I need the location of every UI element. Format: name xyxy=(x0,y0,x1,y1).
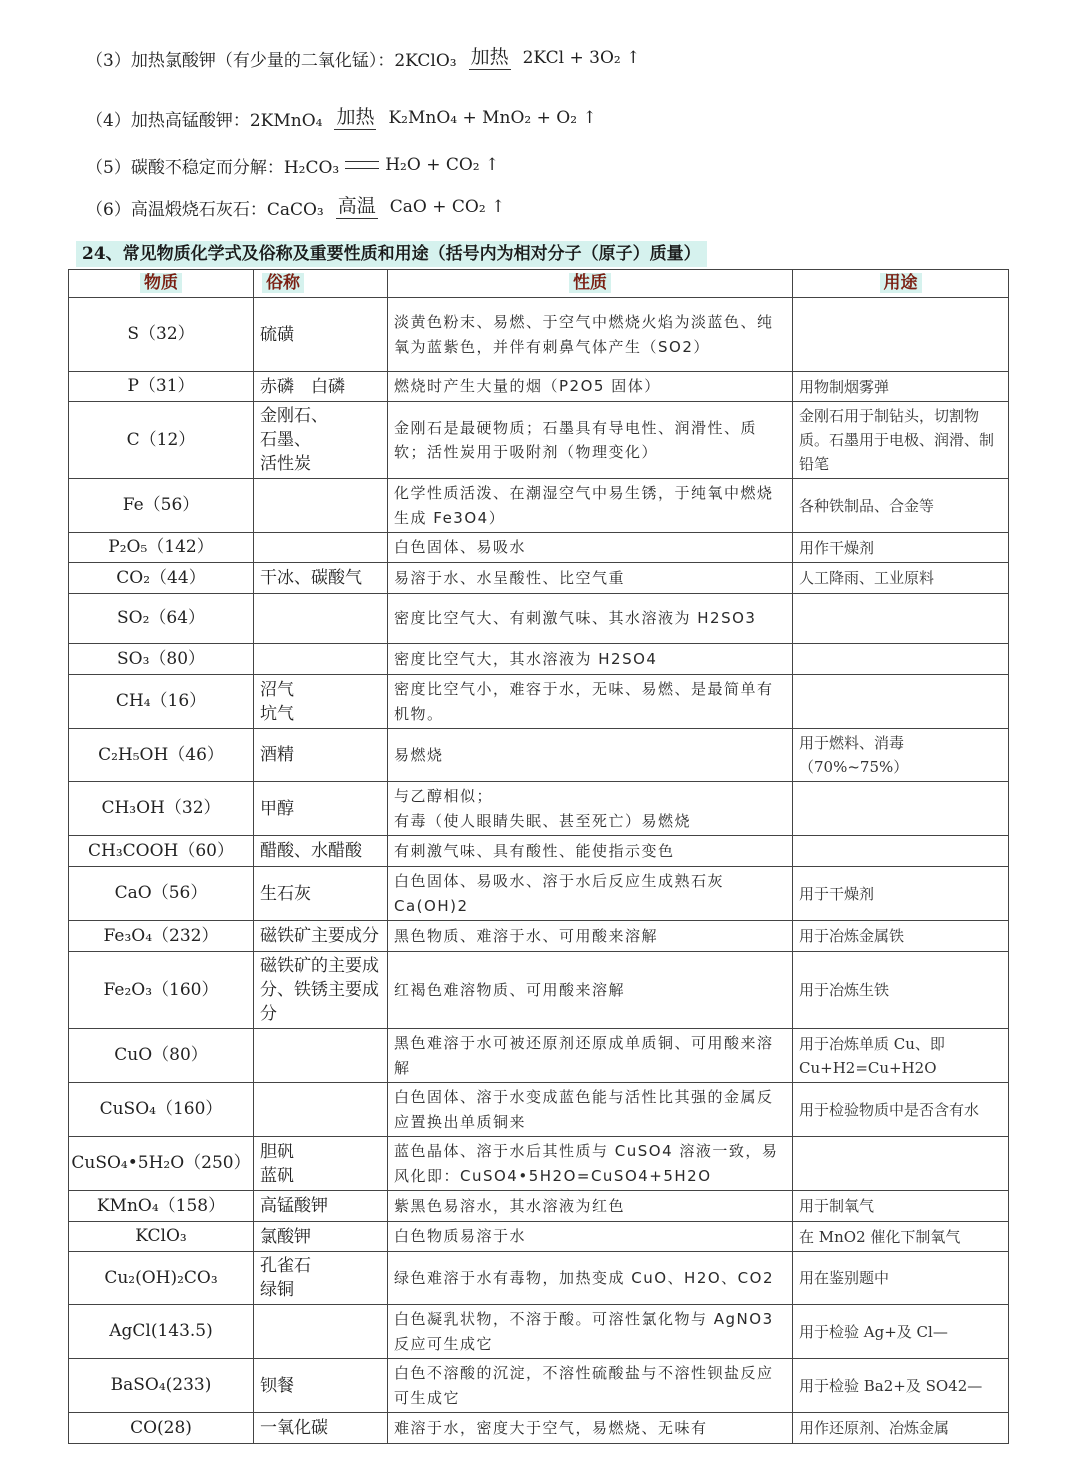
cell-properties: 紫黑色易溶水，其水溶液为红色 xyxy=(388,1191,793,1222)
table-row xyxy=(69,1137,1009,1191)
cell-properties: 难溶于水，密度大于空气，易燃烧、无味有 xyxy=(388,1413,793,1444)
table-row xyxy=(69,479,1009,533)
header-common-name: 俗称 xyxy=(254,270,388,298)
cell-substance: CaO（56） xyxy=(69,867,254,921)
table-row xyxy=(69,675,1009,729)
equation-lhs: 加热高锰酸钾：2KMnO₄ xyxy=(130,110,323,131)
equation-5 xyxy=(86,148,499,182)
cell-common-name: 一氧化碳 xyxy=(254,1413,388,1444)
equation-rhs: K₂MnO₄ + MnO₂ + O₂ ↑ xyxy=(388,108,597,128)
cell-properties: 易燃烧 xyxy=(388,729,793,782)
cell-uses: 用于检验 Ag+及 Cl— xyxy=(793,1305,1009,1359)
table-row xyxy=(69,836,1009,867)
cell-uses: 人工降雨、工业原料 xyxy=(793,563,1009,594)
equation-3 xyxy=(86,41,640,75)
cell-properties: 有刺激气味、具有酸性、能使指示变色 xyxy=(388,836,793,867)
table-row xyxy=(69,1252,1009,1305)
cell-uses xyxy=(793,298,1009,372)
cell-properties: 蓝色晶体、溶于水后其性质与 CuSO4 溶液一致，易风化即：CuSO4•5H2O=CuSO4+5H2O xyxy=(388,1137,793,1191)
table-body xyxy=(69,298,1009,1444)
cell-uses: 各种铁制品、合金等 xyxy=(793,479,1009,533)
cell-substance: SO₂（64） xyxy=(69,594,254,644)
table-row xyxy=(69,1191,1009,1222)
cell-substance: CuO（80） xyxy=(69,1029,254,1083)
cell-common-name xyxy=(254,644,388,675)
equation-number: （6） xyxy=(86,199,131,220)
cell-properties: 密度比空气大、有刺激气味、其水溶液为 H2SO3 xyxy=(388,594,793,644)
table-row xyxy=(69,1305,1009,1359)
cell-substance: CuSO₄（160） xyxy=(69,1083,254,1137)
substance-table xyxy=(68,269,1009,1444)
cell-properties: 密度比空气大，其水溶液为 H2SO4 xyxy=(388,644,793,675)
equation-rhs: 2KCl + 3O₂ ↑ xyxy=(522,48,641,68)
table-row xyxy=(69,298,1009,372)
cell-uses: 用于检验 Ba2+及 SO42— xyxy=(793,1359,1009,1413)
cell-common-name: 高锰酸钾 xyxy=(254,1191,388,1222)
cell-uses: 金刚石用于制钻头，切割物质。石墨用于电极、润滑、制铅笔 xyxy=(793,402,1009,479)
header-properties: 性质 xyxy=(388,270,793,298)
cell-common-name: 硫磺 xyxy=(254,298,388,372)
cell-common-name: 氯酸钾 xyxy=(254,1222,388,1252)
cell-substance: CH₃OH（32） xyxy=(69,782,254,836)
cell-uses: 用于制氧气 xyxy=(793,1191,1009,1222)
table-row xyxy=(69,1413,1009,1444)
cell-properties: 密度比空气小，难容于水，无味、易燃、是最简单有机物。 xyxy=(388,675,793,729)
cell-common-name xyxy=(254,1083,388,1137)
equation-4 xyxy=(86,101,597,135)
cell-common-name: 磁铁矿的主要成分、铁锈主要成分 xyxy=(254,952,388,1029)
table-row xyxy=(69,867,1009,921)
reaction-condition: 加热 xyxy=(336,106,375,129)
cell-uses xyxy=(793,594,1009,644)
cell-uses xyxy=(793,782,1009,836)
table-row xyxy=(69,1222,1009,1252)
table-row xyxy=(69,372,1009,402)
cell-uses: 用于燃料、消毒（70%~75%） xyxy=(793,729,1009,782)
cell-properties: 红褐色难溶物质、可用酸来溶解 xyxy=(388,952,793,1029)
cell-uses xyxy=(793,644,1009,675)
cell-uses: 用物制烟雾弹 xyxy=(793,372,1009,402)
cell-properties: 绿色难溶于水有毒物，加热变成 CuO、H2O、CO2 xyxy=(388,1252,793,1305)
cell-common-name: 钡餐 xyxy=(254,1359,388,1413)
cell-substance: C₂H₅OH（46） xyxy=(69,729,254,782)
cell-substance: KMnO₄（158） xyxy=(69,1191,254,1222)
cell-common-name xyxy=(254,1029,388,1083)
table-row xyxy=(69,563,1009,594)
cell-substance: P（31） xyxy=(69,372,254,402)
table-row xyxy=(69,1029,1009,1083)
cell-substance: S（32） xyxy=(69,298,254,372)
section-title: 24、常见物质化学式及俗称及重要性质和用途（括号内为相对分子（原子）质量） xyxy=(76,241,707,267)
cell-common-name xyxy=(254,533,388,563)
table-row xyxy=(69,594,1009,644)
cell-uses: 用于冶炼生铁 xyxy=(793,952,1009,1029)
cell-properties: 与乙醇相似； 有毒（使人眼睛失眠、甚至死亡）易燃烧 xyxy=(388,782,793,836)
cell-substance: AgCl(143.5) xyxy=(69,1305,254,1359)
cell-uses: 用于干燥剂 xyxy=(793,867,1009,921)
cell-properties: 燃烧时产生大量的烟（P2O5 固体） xyxy=(388,372,793,402)
cell-properties: 淡黄色粉末、易燃、于空气中燃烧火焰为淡蓝色、纯氧为蓝紫色，并伴有刺鼻气体产生（SO2） xyxy=(388,298,793,372)
table-row xyxy=(69,1359,1009,1413)
cell-common-name: 孔雀石 绿铜 xyxy=(254,1252,388,1305)
cell-properties: 白色固体、易吸水 xyxy=(388,533,793,563)
cell-properties: 白色不溶酸的沉淀，不溶性硫酸盐与不溶性钡盐反应可生成它 xyxy=(388,1359,793,1413)
cell-common-name: 赤磷 白磷 xyxy=(254,372,388,402)
cell-uses xyxy=(793,1137,1009,1191)
cell-common-name xyxy=(254,594,388,644)
cell-substance: Fe₃O₄（232） xyxy=(69,921,254,952)
cell-common-name: 沼气 坑气 xyxy=(254,675,388,729)
cell-properties: 黑色难溶于水可被还原剂还原成单质铜、可用酸来溶解 xyxy=(388,1029,793,1083)
cell-substance: CH₃COOH（60） xyxy=(69,836,254,867)
equation-lhs: 高温煅烧石灰石：CaCO₃ xyxy=(130,199,324,220)
cell-common-name: 胆矾 蓝矾 xyxy=(254,1137,388,1191)
equation-number: （5） xyxy=(86,157,131,178)
table-header-row xyxy=(69,270,1009,298)
cell-common-name xyxy=(254,1305,388,1359)
cell-uses xyxy=(793,675,1009,729)
cell-properties: 化学性质活泼、在潮湿空气中易生锈，于纯氧中燃烧生成 Fe3O4） xyxy=(388,479,793,533)
equation-number: （4） xyxy=(86,110,131,131)
cell-uses: 用于冶炼单质 Cu、即 Cu+H2=Cu+H2O xyxy=(793,1029,1009,1083)
cell-uses: 用在鉴别题中 xyxy=(793,1252,1009,1305)
cell-substance: CuSO₄•5H₂O（250） xyxy=(69,1137,254,1191)
cell-common-name: 酒精 xyxy=(254,729,388,782)
equation-lhs: 加热氯酸钾（有少量的二氧化锰）：2KClO₃ xyxy=(130,50,457,71)
equation-number: （3） xyxy=(86,50,131,71)
cell-uses: 用作还原剂、冶炼金属 xyxy=(793,1413,1009,1444)
cell-substance: Cu₂(OH)₂CO₃ xyxy=(69,1252,254,1305)
cell-substance: P₂O₅（142） xyxy=(69,533,254,563)
table-row xyxy=(69,952,1009,1029)
cell-substance: Fe₂O₃（160） xyxy=(69,952,254,1029)
cell-uses: 用于冶炼金属铁 xyxy=(793,921,1009,952)
cell-properties: 白色固体、易吸水、溶于水后反应生成熟石灰 Ca(OH)2 xyxy=(388,867,793,921)
cell-substance: CO(28) xyxy=(69,1413,254,1444)
cell-properties: 易溶于水、水呈酸性、比空气重 xyxy=(388,563,793,594)
table-row xyxy=(69,1083,1009,1137)
reaction-condition: 高温 xyxy=(337,195,376,218)
cell-common-name: 醋酸、水醋酸 xyxy=(254,836,388,867)
cell-properties: 金刚石是最硬物质；石墨具有导电性、润滑性、质软；活性炭用于吸附剂（物理变化） xyxy=(388,402,793,479)
cell-common-name: 干冰、碳酸气 xyxy=(254,563,388,594)
cell-uses xyxy=(793,836,1009,867)
table-row xyxy=(69,402,1009,479)
table-row xyxy=(69,729,1009,782)
equation-lhs: 碳酸不稳定而分解：H₂CO₃ xyxy=(130,157,340,178)
cell-uses: 在 MnO2 催化下制氧气 xyxy=(793,1222,1009,1252)
cell-substance: BaSO₄(233) xyxy=(69,1359,254,1413)
cell-common-name: 磁铁矿主要成分 xyxy=(254,921,388,952)
equal-sign-icon xyxy=(345,161,379,169)
header-substance: 物质 xyxy=(69,270,254,298)
cell-properties: 白色固体、溶于水变成蓝色能与活性比其强的金属反应置换出单质铜来 xyxy=(388,1083,793,1137)
cell-uses: 用作干燥剂 xyxy=(793,533,1009,563)
equation-rhs: CaO + CO₂ ↑ xyxy=(389,197,506,217)
cell-substance: KClO₃ xyxy=(69,1222,254,1252)
cell-substance: CH₄（16） xyxy=(69,675,254,729)
table-row xyxy=(69,644,1009,675)
cell-properties: 白色物质易溶于水 xyxy=(388,1222,793,1252)
cell-common-name xyxy=(254,479,388,533)
equation-6 xyxy=(86,190,505,224)
reaction-condition: 加热 xyxy=(470,46,509,69)
cell-common-name: 甲醇 xyxy=(254,782,388,836)
cell-substance: C（12） xyxy=(69,402,254,479)
cell-substance: Fe（56） xyxy=(69,479,254,533)
cell-properties: 白色凝乳状物，不溶于酸。可溶性氯化物与 AgNO3 反应可生成它 xyxy=(388,1305,793,1359)
cell-properties: 黑色物质、难溶于水、可用酸来溶解 xyxy=(388,921,793,952)
header-uses: 用途 xyxy=(793,270,1009,298)
table-row xyxy=(69,921,1009,952)
cell-substance: SO₃（80） xyxy=(69,644,254,675)
cell-common-name: 金刚石、 石墨、 活性炭 xyxy=(254,402,388,479)
table-row xyxy=(69,533,1009,563)
table-row xyxy=(69,782,1009,836)
cell-uses: 用于检验物质中是否含有水 xyxy=(793,1083,1009,1137)
cell-substance: CO₂（44） xyxy=(69,563,254,594)
equation-rhs: H₂O + CO₂ ↑ xyxy=(385,155,500,175)
cell-common-name: 生石灰 xyxy=(254,867,388,921)
